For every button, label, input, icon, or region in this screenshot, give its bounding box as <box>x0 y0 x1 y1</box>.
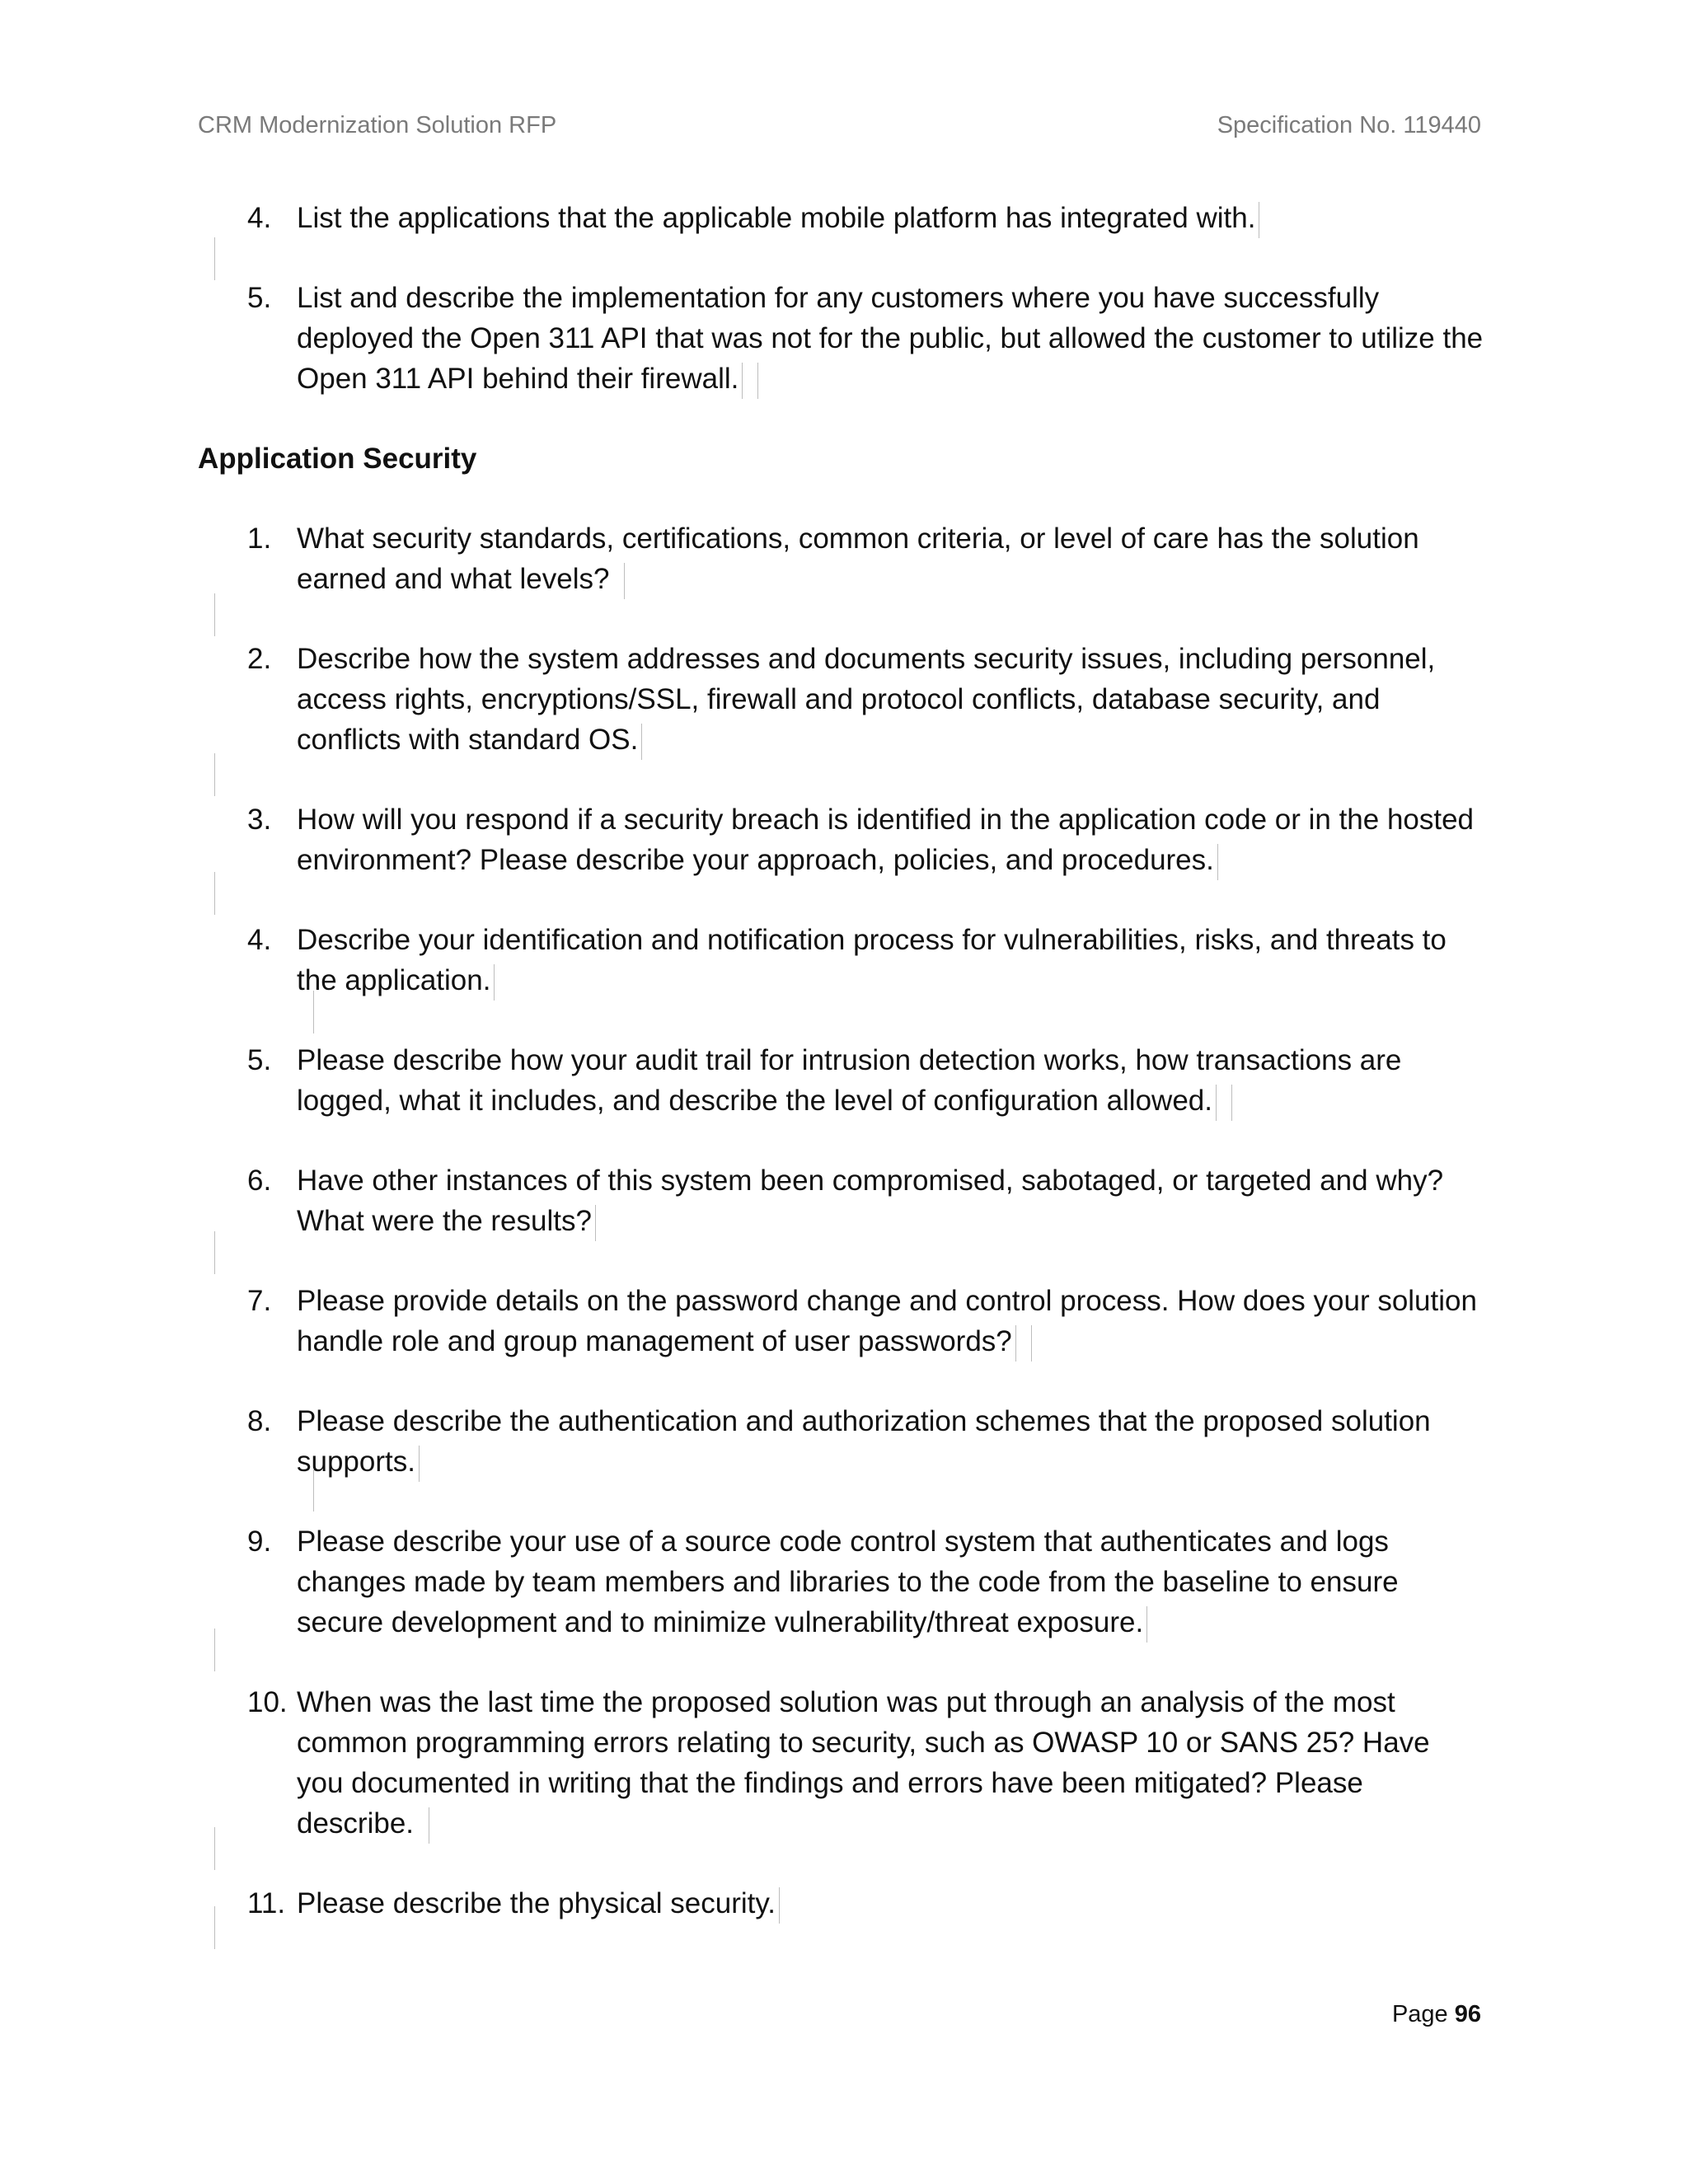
list-item <box>198 1040 1484 1121</box>
list-text: When was the last time the proposed solution was put through an analysis of the most common programming errors relating to security, such as OWASP 10 or SANS 25? Have you documented in writing that the findings and errors have been mitigated? Please describe. <box>297 1686 1430 1840</box>
revision-marker <box>313 1469 314 1511</box>
page-number: 96 <box>1454 2001 1481 2027</box>
list-item <box>198 518 1484 599</box>
edit-marker <box>595 1205 596 1241</box>
list-text: Please describe the authentication and authorization schemes that the proposed solution supports. <box>297 1405 1431 1478</box>
edit-marker <box>1216 1085 1217 1121</box>
document-body <box>198 198 1484 1963</box>
edit-marker <box>1031 1325 1032 1361</box>
list-item <box>198 639 1484 760</box>
list-number: 11. <box>247 1887 286 1919</box>
list-item <box>198 799 1484 880</box>
list-number: 5. <box>247 1044 272 1076</box>
edit-marker <box>1231 1085 1232 1121</box>
list-item <box>198 1521 1484 1643</box>
revision-marker <box>214 1827 215 1870</box>
security-question-list <box>198 518 1484 1924</box>
list-item <box>198 1401 1484 1482</box>
section-heading: Application Security <box>198 443 477 475</box>
edit-marker <box>419 1446 420 1482</box>
edit-marker <box>742 363 743 399</box>
list-number: 2. <box>247 643 272 675</box>
list-text: Please describe the physical security. <box>297 1887 776 1919</box>
list-text: What security standards, certifications, common criteria, or level of care has the solution earned and what levels? <box>297 523 1419 595</box>
list-number: 6. <box>247 1165 272 1197</box>
list-number: 9. <box>247 1526 272 1558</box>
list-item <box>198 920 1484 1001</box>
list-item <box>198 278 1484 399</box>
list-text: Please describe your use of a source code control system that authenticates and logs changes made by team members and libraries to the code from the baseline to ensure secure development and to minimize vulnerability/threat exposure. <box>297 1526 1399 1638</box>
edit-marker <box>494 964 495 1001</box>
list-number: 3. <box>247 804 272 836</box>
list-item <box>198 1883 1484 1924</box>
edit-marker <box>1015 1325 1016 1361</box>
edit-marker <box>1217 844 1218 880</box>
header-spec-number: Specification No. 119440 <box>1217 112 1481 138</box>
list-number: 8. <box>247 1405 272 1437</box>
edit-marker <box>641 724 642 760</box>
list-number: 1. <box>247 523 272 555</box>
page-label: Page <box>1391 2001 1448 2027</box>
edit-marker <box>779 1887 780 1924</box>
list-text: Describe how the system addresses and documents security issues, including personnel, access rights, encryptions/SSL, firewall and protocol conflicts, database security, and conflicts with standard OS. <box>297 643 1436 756</box>
list-item <box>198 1281 1484 1361</box>
edit-marker <box>1146 1606 1147 1643</box>
list-text: How will you respond if a security breach is identified in the application code or in the hosted environment? Please describe your approach, policies, and procedures. <box>297 804 1475 876</box>
revision-marker <box>313 991 314 1033</box>
list-number: 5. <box>247 282 272 314</box>
list-text: Please provide details on the password change and control process. How does your solution handle role and group management of user passwords? <box>297 1285 1477 1357</box>
list-item <box>198 198 1484 238</box>
revision-marker <box>214 237 215 280</box>
edit-marker <box>757 363 758 399</box>
revision-marker <box>214 593 215 636</box>
prior-question-list <box>198 198 1484 399</box>
list-item <box>198 1682 1484 1844</box>
list-text: List and describe the implementation for any customers where you have successfully deployed the Open 311 API that was not for the public, but allowed the customer to utilize the Open 311 API behind their firewall. <box>297 282 1484 395</box>
revision-marker <box>214 753 215 796</box>
revision-marker <box>214 872 215 915</box>
list-text: Describe your identification and notification process for vulnerabilities, risks, and threats to the application. <box>297 924 1447 996</box>
list-text: List the applications that the applicable mobile platform has integrated with. <box>297 202 1256 234</box>
list-item <box>198 1160 1484 1241</box>
revision-marker <box>214 1906 215 1949</box>
edit-marker <box>624 563 625 599</box>
list-number: 10. <box>247 1686 288 1718</box>
page-footer <box>1392 1998 1481 2031</box>
revision-marker <box>214 1231 215 1274</box>
list-number: 4. <box>247 202 272 234</box>
header-document-title: CRM Modernization Solution RFP <box>198 112 557 138</box>
list-text: Have other instances of this system been compromised, sabotaged, or targeted and why? What were the results? <box>297 1165 1444 1237</box>
list-number: 4. <box>247 924 272 956</box>
list-number: 7. <box>247 1285 272 1317</box>
revision-marker <box>214 1629 215 1671</box>
list-text: Please describe how your audit trail for intrusion detection works, how transactions are logged, what it includes, and describe the level of configuration allowed. <box>297 1044 1402 1117</box>
